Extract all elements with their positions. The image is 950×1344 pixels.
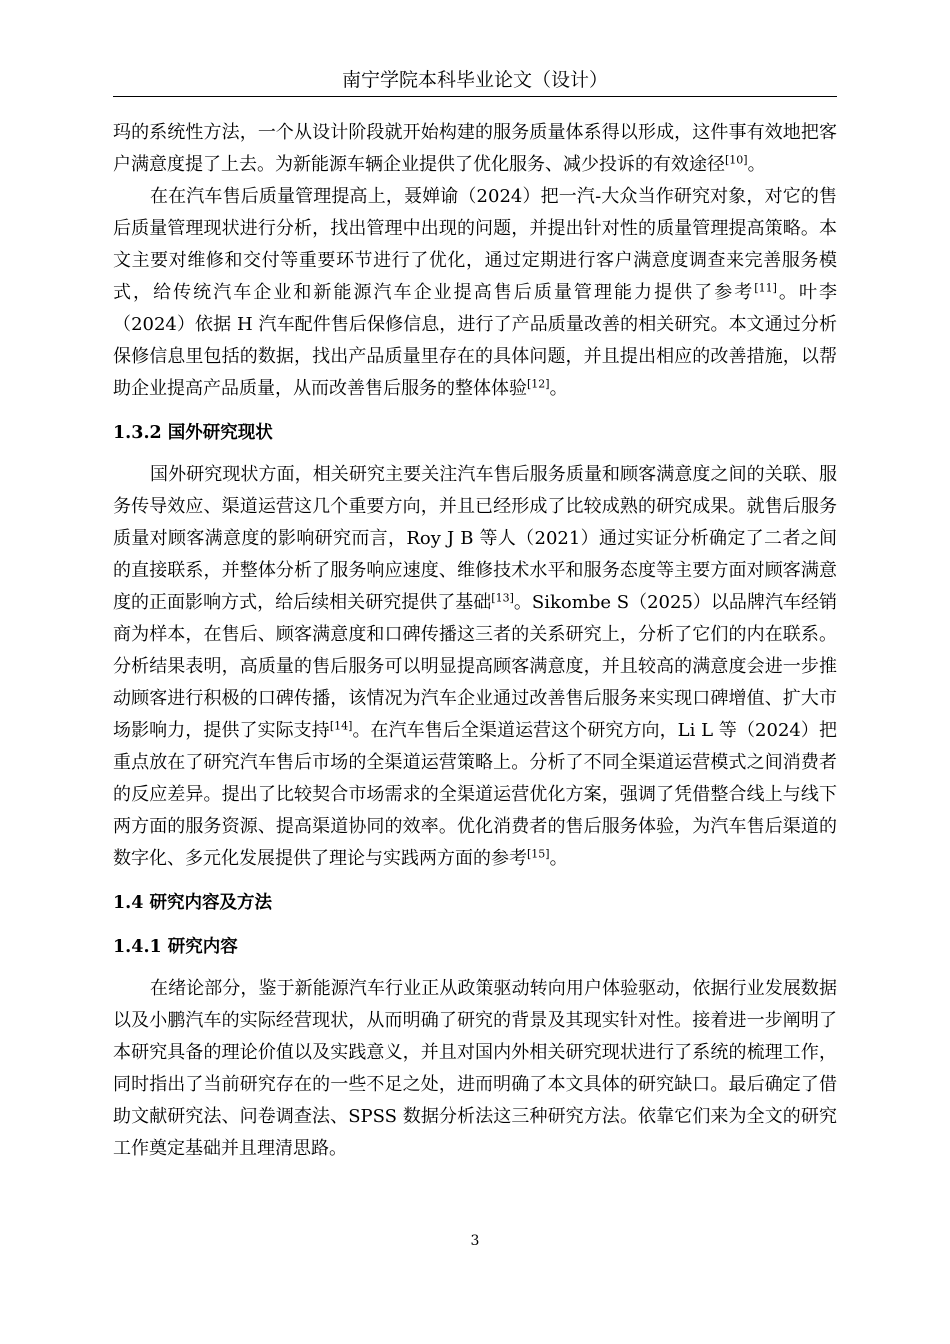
paragraph-text: 。Sikombe S（2025）以品牌汽车经销商为样本，在售后、顾客满意度和口碑传播这三者的关系研究上，分析了它们的内在联系。分析结果表明，高质量的售后服务可以明显提高顾客满意度，并且较高的满意度会进一步推动顾客进行积极的口碑传播，该情况为汽车企业通过改善售后服务来实现口碑增值、扩大市场影响力，提供了实际支持 [113, 592, 838, 741]
paragraph-foreign-research [113, 459, 837, 875]
citation: [14] [329, 719, 353, 733]
page-header-title: 南宁学院本科毕业论文（设计） [341, 69, 608, 91]
paragraph-domestic-quality [113, 181, 837, 405]
document-body [113, 117, 837, 1165]
paragraph-text: 国外研究现状方面，相关研究主要关注汽车售后服务质量和顾客满意度之间的关联、服务传导效应、渠道运营这几个重要方向，并且已经形成了比较成熟的研究成果。就售后服务质量对顾客满意度的影响研究而言，Roy J B 等人（2021）通过实证分析确定了二者之间的直接联系，并整体分析了服务响应速度、维修技术水平和服务态度等主要方面对顾客满意度的正面影响方式，给后续相关研究提供了基础 [113, 464, 837, 613]
citation: [10] [725, 153, 748, 167]
page-number: 3 [470, 1233, 480, 1249]
paragraph-text: 玛的系统性方法，一个从设计阶段就开始构建的服务质量体系得以形成，这件事有效地把客户满意度提了上去。为新能源车辆企业提供了优化服务、减少投诉的有效途径 [113, 122, 837, 175]
paragraph-tail: 。 [747, 154, 766, 175]
paragraph-research-content: 在绪论部分，鉴于新能源汽车行业正从政策驱动转向用户体验驱动，依据行业发展数据以及小鹏汽车的实际经营现状，从而明确了研究的背景及其现实针对性。接着进一步阐明了本研究具备的理论价值以及实践意义，并且对国内外相关研究现状进行了系统的梳理工作，同时指出了当前研究存在的一些不足之处，进而明确了本文具体的研究缺口。最后确定了借助文献研究法、问卷调查法、SPSS 数据分析法这三种研究方法。依靠它们来为全文的研究工作奠定基础并且理清思路。 [113, 978, 837, 1159]
paragraph-tail: 。 [549, 848, 568, 869]
paragraph-text: 在在汽车售后质量管理提高上，聂婵谕（2024）把一汽-大众当作研究对象，对它的售后质量管理现状进行分析，找出管理中出现的问题，并提出针对性的质量管理提高策略。本文主要对维修和交付等重要环节进行了优化，通过定期进行客户满意度调查来完善服务模式，给传统汽车企业和新能源汽车企业提高售后质量管理能力提供了参考 [113, 186, 837, 303]
paragraph-tail: 。 [549, 378, 568, 399]
heading-1-4: 1.4 研究内容及方法 [113, 893, 273, 913]
paragraph-continuation [113, 117, 837, 181]
heading-1-3-2: 1.3.2 国外研究现状 [113, 423, 273, 443]
header-rule [113, 96, 837, 97]
citation: [15] [527, 847, 550, 861]
citation: [13] [491, 591, 514, 605]
citation: [11] [754, 281, 777, 295]
heading-1-4-1: 1.4.1 研究内容 [113, 937, 238, 957]
paragraph-text: 。叶李（2024）依据 H 汽车配件售后保修信息，进行了产品质量改善的相关研究。本文通过分析保修信息里包括的数据，找出产品质量里存在的具体问题，并且提出相应的改善措施，以帮助企业提高产品质量，从而改善售后服务的整体体验 [113, 282, 838, 399]
citation: [12] [527, 377, 550, 391]
paragraph-text: 。在汽车售后全渠道运营这个研究方向，Li L 等（2024）把重点放在了研究汽车售后市场的全渠道运营策略上。分析了不同全渠道运营模式之间消费者的反应差异。提出了比较契合市场需求的全渠道运营优化方案，强调了凭借整合线上与线下两方面的服务资源、提高渠道协同的效率。优化消费者的售后服务体验，为汽车售后渠道的数字化、多元化发展提供了理论与实践两方面的参考 [113, 720, 837, 869]
